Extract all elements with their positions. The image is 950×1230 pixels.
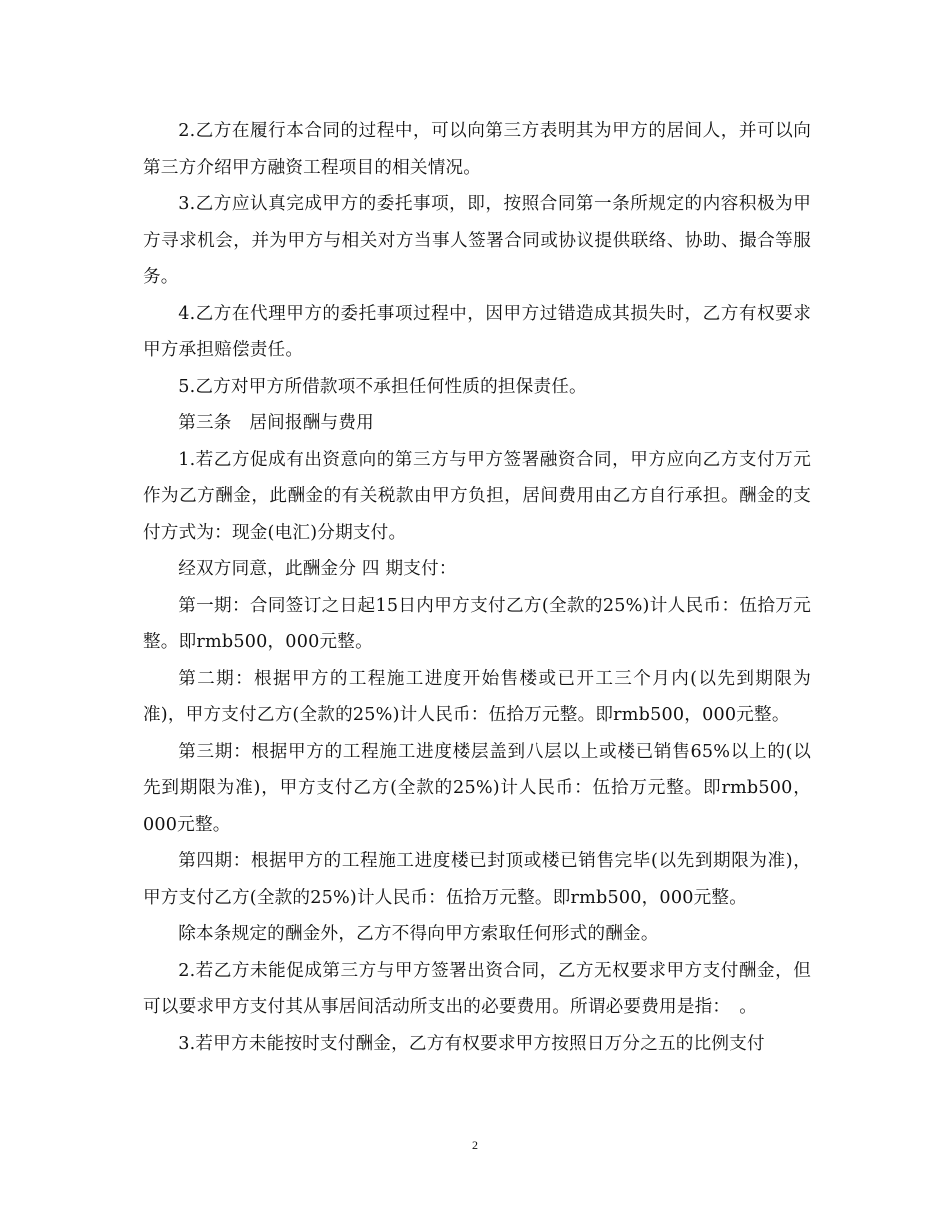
section-heading: 第三条 居间报酬与费用 [178, 413, 374, 433]
paragraph: 除本条规定的酬金外，乙方不得向甲方索取任何形式的酬金。 [178, 924, 659, 944]
paragraph: 2.乙方在履行本合同的过程中，可以向第三方表明其为甲方的居间人，并可以向第三方介绍甲方融资工程项目的相关情况。 [143, 121, 811, 178]
paragraph: 3.乙方应认真完成甲方的委托事项，即，按照合同第一条所规定的内容积极为甲方寻求机会，并为甲方与相关对方当事人签署合同或协议提供联络、协助、撮合等服务。 [143, 194, 811, 287]
paragraph: 第四期：根据甲方的工程施工进度楼已封顶或楼已销售完毕(以先到期限为准)，甲方支付乙方(全款的25%)计人民币：伍拾万元整。即rmb500，000元整。 [143, 851, 811, 908]
paragraph: 5.乙方对甲方所借款项不承担任何性质的担保责任。 [178, 376, 587, 397]
paragraph: 2.若乙方未能促成第三方与甲方签署出资合同，乙方无权要求甲方支付酬金，但可以要求甲方支付其从事居间活动所支出的必要费用。所谓必要费用是指： 。 [143, 960, 811, 1017]
page-number: 2 [472, 1138, 478, 1152]
paragraph: 第一期：合同签订之日起15日内甲方支付乙方(全款的25%)计人民币：伍拾万元整。即rmb500，000元整。 [143, 595, 811, 652]
document-body [143, 113, 811, 1062]
paragraph: 第三期：根据甲方的工程施工进度楼层盖到八层以上或楼已销售65%以上的(以先到期限为准)，甲方支付乙方(全款的25%)计人民币：伍拾万元整。即rmb500，000元整。 [143, 741, 811, 835]
paragraph: 4.乙方在代理甲方的委托事项过程中，因甲方过错造成其损失时，乙方有权要求甲方承担赔偿责任。 [143, 303, 811, 360]
paragraph: 1.若乙方促成有出资意向的第三方与甲方签署融资合同，甲方应向乙方支付万元作为乙方酬金，此酬金的有关税款由甲方负担，居间费用由乙方自行承担。酬金的支付方式为：现金(电汇)分期支付。 [143, 449, 811, 543]
paragraph: 经双方同意，此酬金分 四 期支付： [178, 559, 457, 579]
paragraph: 第二期：根据甲方的工程施工进度开始售楼或已开工三个月内(以先到期限为准)，甲方支付乙方(全款的25%)计人民币：伍拾万元整。即rmb500，000元整。 [143, 668, 811, 725]
paragraph: 3.若甲方未能按时支付酬金，乙方有权要求甲方按照日万分之五的比例支付 [178, 1033, 765, 1054]
